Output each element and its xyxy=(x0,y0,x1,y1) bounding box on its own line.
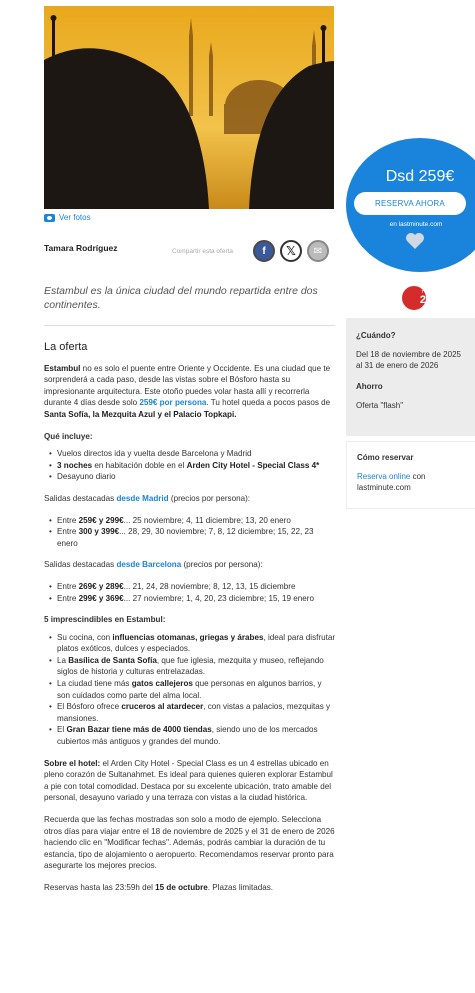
text: Entre xyxy=(57,593,79,603)
reserve-now-button[interactable]: RESERVA AHORA xyxy=(354,192,466,215)
text: Reservas hasta las 23:59h del xyxy=(44,882,156,892)
top20-badge xyxy=(402,286,433,310)
text: ... 27 noviembre; 1, 4, 20, 23 diciembre; 15, 19 enero xyxy=(123,593,314,603)
badge-number: 20 xyxy=(419,294,433,306)
text: . Plazas limitadas. xyxy=(207,882,274,892)
text: no es solo el puente entre Oriente y Occidente. Es una ciudad que te sorprenderá a cada paso, desde las vistas sobre el Bósforo hasta su impresionante arquitectura. Este otoño puedes volar hasta allí y recorrerla durante 4 días desde solo xyxy=(44,363,331,408)
share-buttons xyxy=(253,240,329,262)
intro-text: Estambul es la única ciudad del mundo repartida entre dos continentes. xyxy=(44,285,318,311)
madrid-intro xyxy=(44,493,336,505)
text-strong: 299€ y 369€ xyxy=(78,593,124,603)
heart-icon[interactable] xyxy=(405,232,425,250)
provider-label: en lastminute.com xyxy=(389,221,443,228)
list-item: • Desayuno diario xyxy=(49,471,336,483)
how-to-book-box xyxy=(346,441,475,509)
text: . Tu hotel queda a pocos pasos de xyxy=(206,398,331,408)
text: El Bósforo ofrece xyxy=(57,702,122,712)
view-photos-label: Ver fotos xyxy=(59,213,91,222)
madrid-list xyxy=(44,515,336,550)
deadline-note xyxy=(44,882,336,894)
text: (precios por persona): xyxy=(168,493,251,503)
share-label: Compartir esta oferta xyxy=(172,248,234,255)
text: en habitación doble en el xyxy=(92,460,187,470)
when-value: Del 18 de noviembre de 2025 al 31 de enero de 2026 xyxy=(356,350,461,370)
text-strong: gatos callejeros xyxy=(131,679,193,689)
offer-title: La oferta xyxy=(44,341,88,353)
text: La ciudad tiene más xyxy=(57,679,132,689)
barcelona-intro xyxy=(44,559,336,571)
list-item xyxy=(49,581,336,593)
x-icon[interactable]: 𝕏 xyxy=(280,240,302,262)
text: (precios por persona): xyxy=(181,560,263,570)
how-title: Cómo reservar xyxy=(357,453,414,462)
text: El xyxy=(57,725,67,735)
text-strong: 259€ y 299€ xyxy=(78,515,124,525)
when-title: ¿Cuándo? xyxy=(356,331,396,340)
when-box xyxy=(346,318,475,436)
must-see-list xyxy=(44,632,336,748)
list-item xyxy=(49,526,336,549)
how-text xyxy=(357,471,465,493)
book-online-link[interactable]: Reserva online xyxy=(357,472,411,481)
text: , que fue iglesia, mezquita y museo, reflejando siglos de historia y culturas entrelazadas. xyxy=(57,655,324,677)
author-name: Tamara Rodríguez xyxy=(44,243,118,253)
list-item xyxy=(49,701,336,724)
text: Salidas destacadas xyxy=(44,493,117,503)
text-strong: Basílica de Santa Sofía xyxy=(68,655,157,665)
price-label: Dsd 259€ xyxy=(385,168,455,185)
text-strong: cruceros al atardecer xyxy=(121,702,204,712)
list-item: • Vuelos directos ida y vuelta desde Barcelona y Madrid xyxy=(49,448,336,460)
view-photos-link[interactable] xyxy=(44,213,91,222)
text-strong: Sobre el hotel: xyxy=(44,758,101,768)
madrid-link[interactable]: desde Madrid xyxy=(116,493,169,503)
text: Entre xyxy=(57,527,79,537)
includes-list xyxy=(44,448,336,483)
text-strong: Gran Bazar tiene más de 4000 tiendas xyxy=(66,725,212,735)
text-strong: 300 y 399€ xyxy=(78,527,120,537)
text: ... 21, 24, 28 noviembre; 8, 12, 13, 15 diciembre xyxy=(123,581,296,591)
list-item xyxy=(49,724,336,747)
includes-title: Qué incluye: xyxy=(44,431,93,441)
list-item xyxy=(49,515,336,527)
text: , siendo uno de los mercados cubiertos más antiguos y grandes del mundo. xyxy=(57,725,318,747)
offer-content xyxy=(44,342,336,904)
text-strong: 3 noches xyxy=(57,460,93,470)
text: Entre xyxy=(57,515,79,525)
text-strong: Estambul xyxy=(44,363,81,373)
text-strong: Arden City Hotel - Special Class 4* xyxy=(186,460,320,470)
offer-paragraph xyxy=(44,363,336,421)
dates-note: Recuerda que las fechas mostradas son solo a modo de ejemplo. Selecciona otros días para viajar entre el 18 de noviembre de 2025 y el 31 de enero de 2026 haciendo clic en "Modificar fechas". Además, podrás cambiar la duración de tu estancia, tipo de alojamiento o aeropuerto. Recomendamos reservar pronto para asegurarte los mejores precios. xyxy=(44,815,335,871)
camera-icon xyxy=(44,214,55,222)
saving-value: Oferta "flash" xyxy=(356,401,404,410)
price-highlight: 259€ por persona xyxy=(139,398,207,408)
text-strong: Santa Sofía, la Mezquita Azul y el Palacio Topkapi. xyxy=(44,409,237,419)
must-see-title: 5 imprescindibles en Estambul: xyxy=(44,615,166,625)
text: ... 28, 29, 30 noviembre; 7, 8, 12 diciembre; 15, 22, 23 enero xyxy=(57,527,314,548)
text: el Arden City Hotel - Special Class es un 4 estrellas ubicado en pleno corazón de Sultanahmet. Es ideal para quienes quieren explorar Estambul a pie con total comodidad. Destaca por su excelente ubicación, trato amable del personal, desayuno variado y una terraza con vistas a la ciudad histórica. xyxy=(44,758,333,803)
text-strong: influencias otomanas, griegas y árabes xyxy=(112,632,264,642)
divider xyxy=(44,325,335,326)
saving-title: Ahorro xyxy=(356,382,383,391)
list-item xyxy=(49,678,336,701)
hotel-paragraph xyxy=(44,758,336,804)
text: Su cocina, con xyxy=(57,632,113,642)
text: Salidas destacadas xyxy=(44,560,117,570)
barcelona-list xyxy=(44,581,336,604)
text-strong: 15 de octubre xyxy=(155,882,208,892)
badge-top: TOP xyxy=(421,289,431,294)
text-strong: 269€ y 289€ xyxy=(78,581,124,591)
list-item xyxy=(49,655,336,678)
text: , ideal para disfrutar platos exóticos, dulces y especiados. xyxy=(57,632,336,654)
text: con lastminute.com xyxy=(357,472,426,492)
mail-icon[interactable]: ✉ xyxy=(307,240,329,262)
barcelona-link[interactable]: desde Barcelona xyxy=(116,560,182,570)
text: La xyxy=(57,655,69,665)
text: ... 25 noviembre; 4, 11 diciembre; 13, 20 enero xyxy=(123,515,291,525)
price-badge xyxy=(346,138,475,272)
list-item xyxy=(49,593,336,605)
text: que personas en algunos barrios, y son cuidados como parte del alma local. xyxy=(57,679,322,700)
hero-image[interactable] xyxy=(44,6,334,209)
facebook-icon[interactable]: f xyxy=(253,240,275,262)
list-item xyxy=(49,460,336,472)
text: Entre xyxy=(57,581,79,591)
text: , con vistas a palacios, mezquitas y mansiones. xyxy=(57,702,331,723)
list-item xyxy=(49,632,336,655)
